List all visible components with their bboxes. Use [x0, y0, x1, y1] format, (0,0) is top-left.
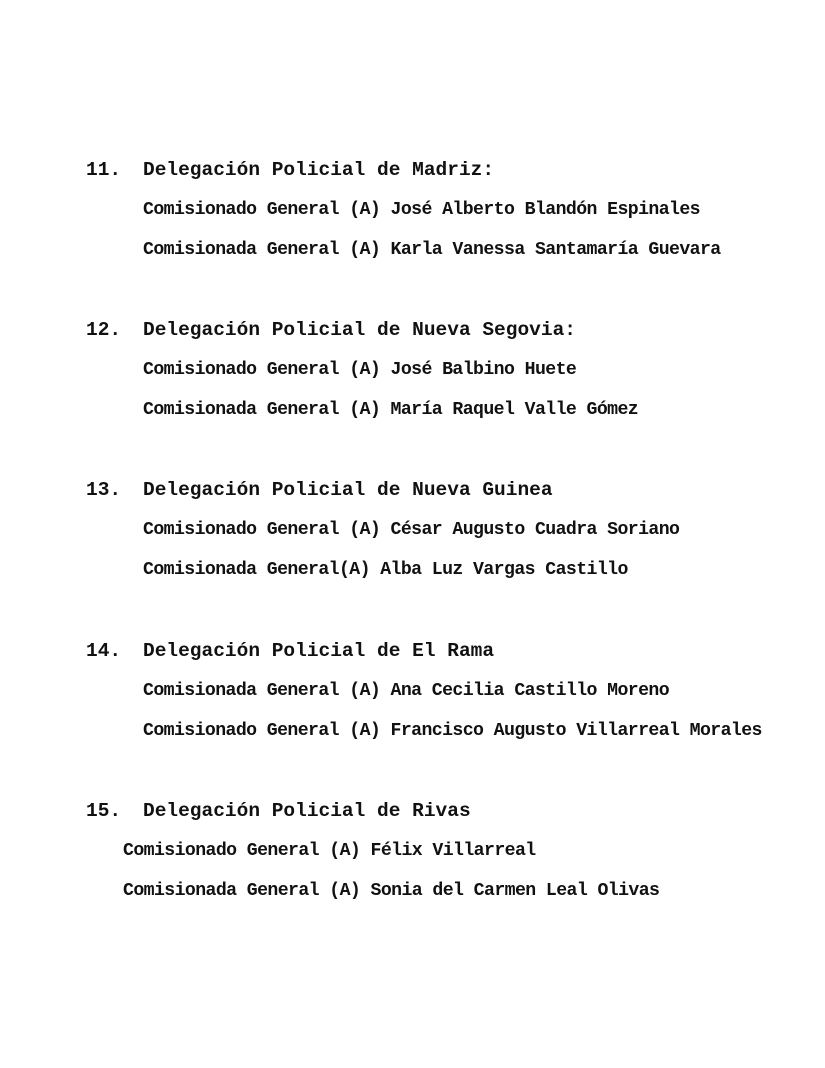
official-name: Comisionado General (A) Félix Villarreal — [123, 841, 536, 861]
delegation-heading — [86, 318, 576, 342]
delegation-title: Delegación Policial de Nueva Guinea — [143, 479, 553, 501]
delegation-title: Delegación Policial de Madriz: — [143, 159, 495, 181]
delegation-title: Delegación Policial de Nueva Segovia: — [143, 319, 576, 341]
official-name: Comisionado General (A) Francisco Augusto Villarreal Morales — [143, 721, 762, 741]
item-number: 14. — [86, 640, 122, 662]
official-name: Comisionada General (A) María Raquel Valle Gómez — [143, 400, 639, 420]
delegation-heading — [86, 799, 471, 823]
delegation-heading — [86, 639, 494, 663]
official-name: Comisionado General (A) César Augusto Cuadra Soriano — [143, 520, 680, 540]
official-name: Comisionada General (A) Karla Vanessa Santamaría Guevara — [143, 240, 721, 260]
official-name: Comisionada General (A) Ana Cecilia Castillo Moreno — [143, 681, 670, 701]
item-number: 12. — [86, 319, 122, 341]
delegation-heading — [86, 478, 553, 502]
official-name: Comisionado General (A) José Balbino Huete — [143, 360, 577, 380]
official-name: Comisionada General (A) Sonia del Carmen Leal Olivas — [123, 881, 660, 901]
delegation-heading — [86, 158, 494, 182]
item-number: 11. — [86, 159, 122, 181]
delegation-title: Delegación Policial de El Rama — [143, 640, 495, 662]
official-name: Comisionada General(A) Alba Luz Vargas Castillo — [143, 560, 628, 580]
item-number: 15. — [86, 800, 122, 822]
delegation-title: Delegación Policial de Rivas — [143, 800, 471, 822]
item-number: 13. — [86, 479, 122, 501]
official-name: Comisionado General (A) José Alberto Blandón Espinales — [143, 200, 700, 220]
